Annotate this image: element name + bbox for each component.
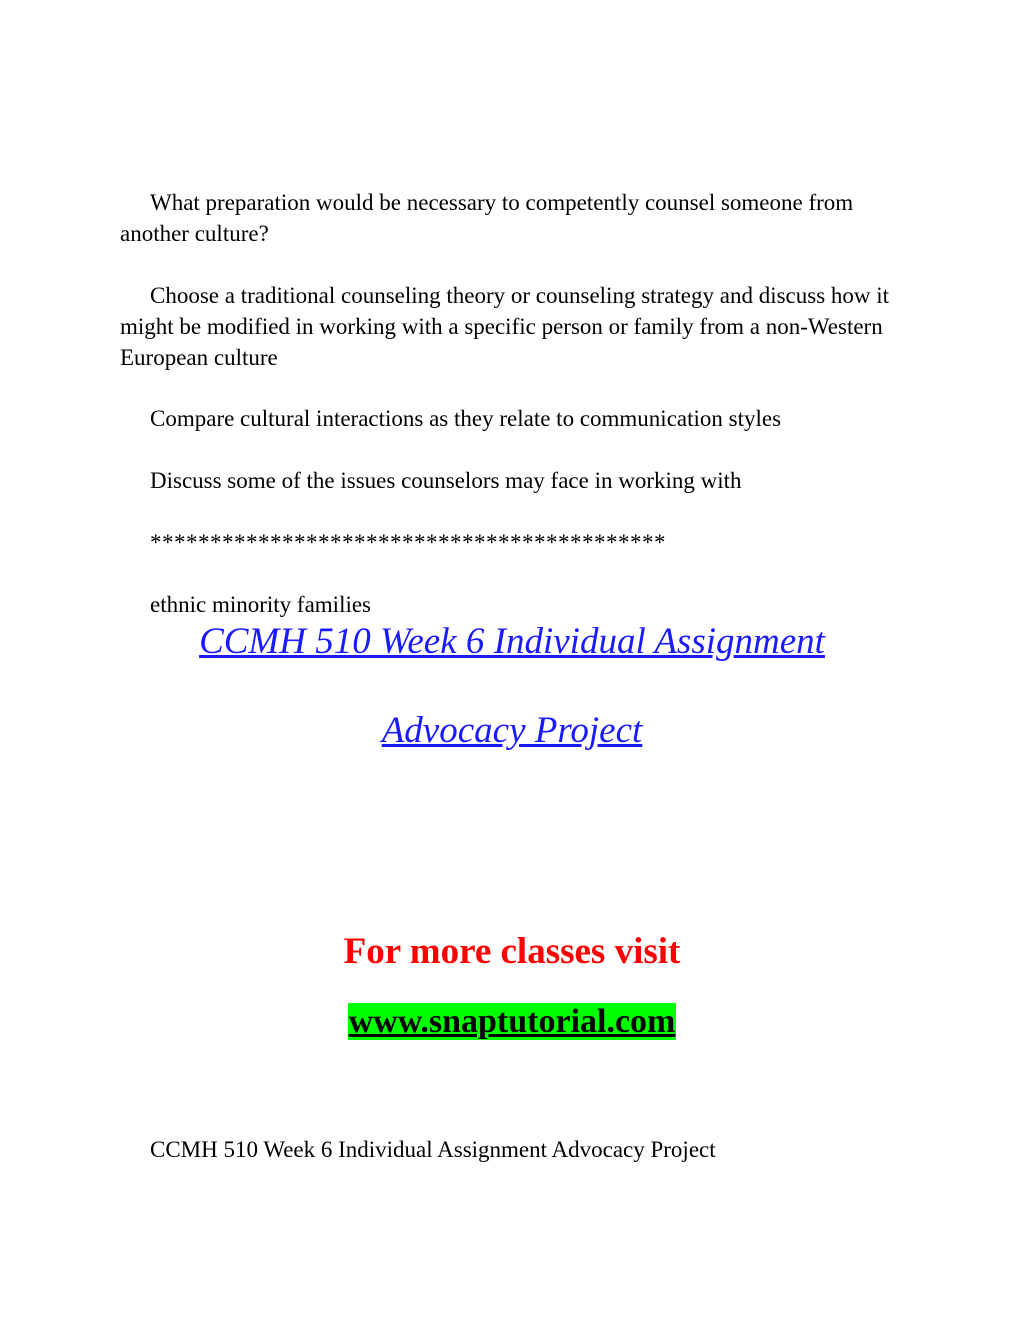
website-link[interactable]: www.snaptutorial.com <box>348 1003 676 1040</box>
question-line-compare: Compare cultural interactions as they relate to communication styles <box>150 406 782 431</box>
question-line-families: ethnic minority families <box>150 592 372 617</box>
question-paragraph-theory: Choose a traditional counseling theory or counseling strategy and discuss how it might be modified in working with a specific person or family from a non-Western European culture <box>120 283 890 370</box>
subtitle-link[interactable]: Advocacy Project <box>381 710 643 751</box>
website-container <box>0 1000 1024 1044</box>
question-line-issues: Discuss some of the issues counselors may face in working with <box>150 468 742 493</box>
promo-heading: For more classes visit <box>343 931 681 972</box>
title-link[interactable]: CCMH 510 Week 6 Individual Assignment <box>199 621 825 662</box>
subtitle-link-container <box>0 709 1024 753</box>
asterisk-divider: ******************************************* <box>150 530 666 555</box>
title-link-container <box>0 620 1024 664</box>
question-paragraph-preparation: What preparation would be necessary to competently counsel someone from another culture? <box>120 190 854 246</box>
footer-text: CCMH 510 Week 6 Individual Assignment Advocacy Project <box>150 1137 716 1162</box>
